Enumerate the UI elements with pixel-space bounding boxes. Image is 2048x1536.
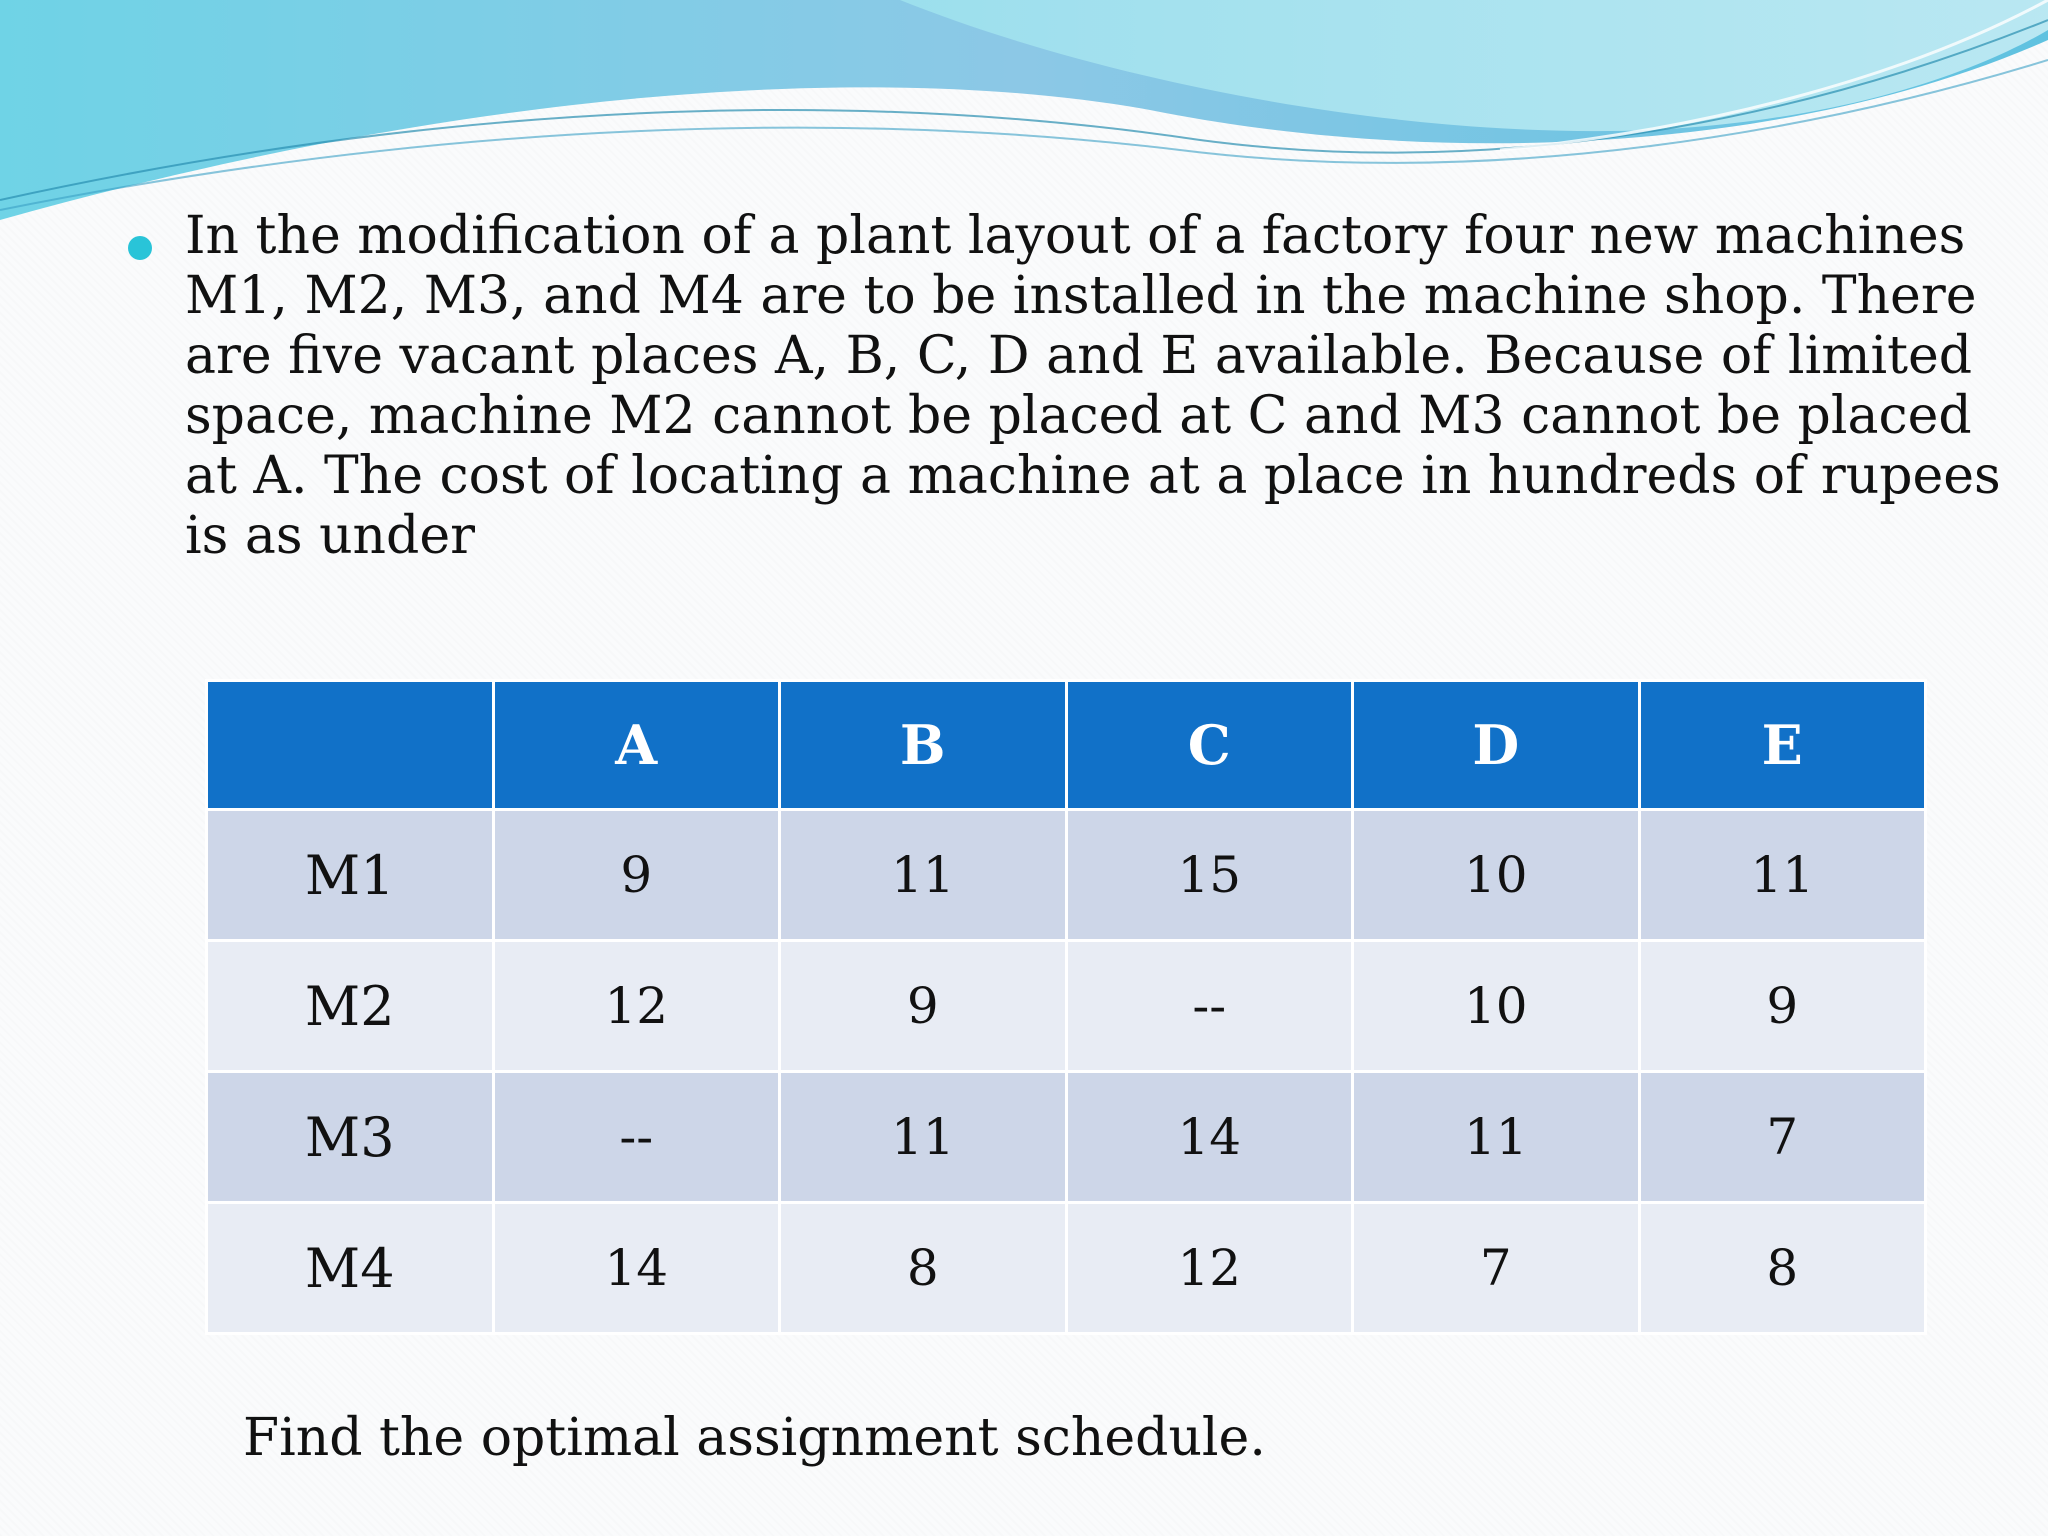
- table-cell: 11: [1639, 810, 1926, 941]
- table-cell: --: [1066, 941, 1353, 1072]
- table-cell: 7: [1353, 1203, 1640, 1334]
- table-cell: 11: [1353, 1072, 1640, 1203]
- table-cell: 10: [1353, 941, 1640, 1072]
- table-cell: 12: [493, 941, 780, 1072]
- table-cell: 11: [780, 810, 1067, 941]
- column-header-b: B: [780, 681, 1067, 810]
- table-cell: 15: [1066, 810, 1353, 941]
- table-cell: 8: [1639, 1203, 1926, 1334]
- table-row: [207, 1072, 1926, 1203]
- table-cell: 7: [1639, 1072, 1926, 1203]
- table-row: [207, 941, 1926, 1072]
- table-row: [207, 810, 1926, 941]
- column-header-a: A: [493, 681, 780, 810]
- header-wave-decoration: [0, 0, 2048, 240]
- row-label: M2: [207, 941, 494, 1072]
- table-cell: 14: [1066, 1072, 1353, 1203]
- table-corner-cell: [207, 681, 494, 810]
- table-cell: 9: [780, 941, 1067, 1072]
- intro-text: In the modification of a plant layout of a factory four new machines M1, M2, M3, and M4 are to be installed in the machine shop. There are five vacant places A, B, C, D and E available. Because of limited space, machine M2 cannot be placed at C and M3 cannot be placed at A. The cost of locating a machine at a place in hundreds of rupees is as under: [185, 206, 2001, 566]
- table-cell: 11: [780, 1072, 1067, 1203]
- footer-instruction: Find the optimal assignment schedule.: [243, 1408, 1266, 1468]
- table-cell: 8: [780, 1203, 1067, 1334]
- row-label: M3: [207, 1072, 494, 1203]
- table-cell: 14: [493, 1203, 780, 1334]
- row-label: M1: [207, 810, 494, 941]
- table-cell: --: [493, 1072, 780, 1203]
- cost-table: [205, 679, 1927, 1335]
- row-label: M4: [207, 1203, 494, 1334]
- table-header-row: [207, 681, 1926, 810]
- table-row: [207, 1203, 1926, 1334]
- column-header-d: D: [1353, 681, 1640, 810]
- table-cell: 12: [1066, 1203, 1353, 1334]
- column-header-e: E: [1639, 681, 1926, 810]
- bullet-icon: [128, 236, 152, 260]
- table-cell: 9: [1639, 941, 1926, 1072]
- table-cell: 10: [1353, 810, 1640, 941]
- column-header-c: C: [1066, 681, 1353, 810]
- table-cell: 9: [493, 810, 780, 941]
